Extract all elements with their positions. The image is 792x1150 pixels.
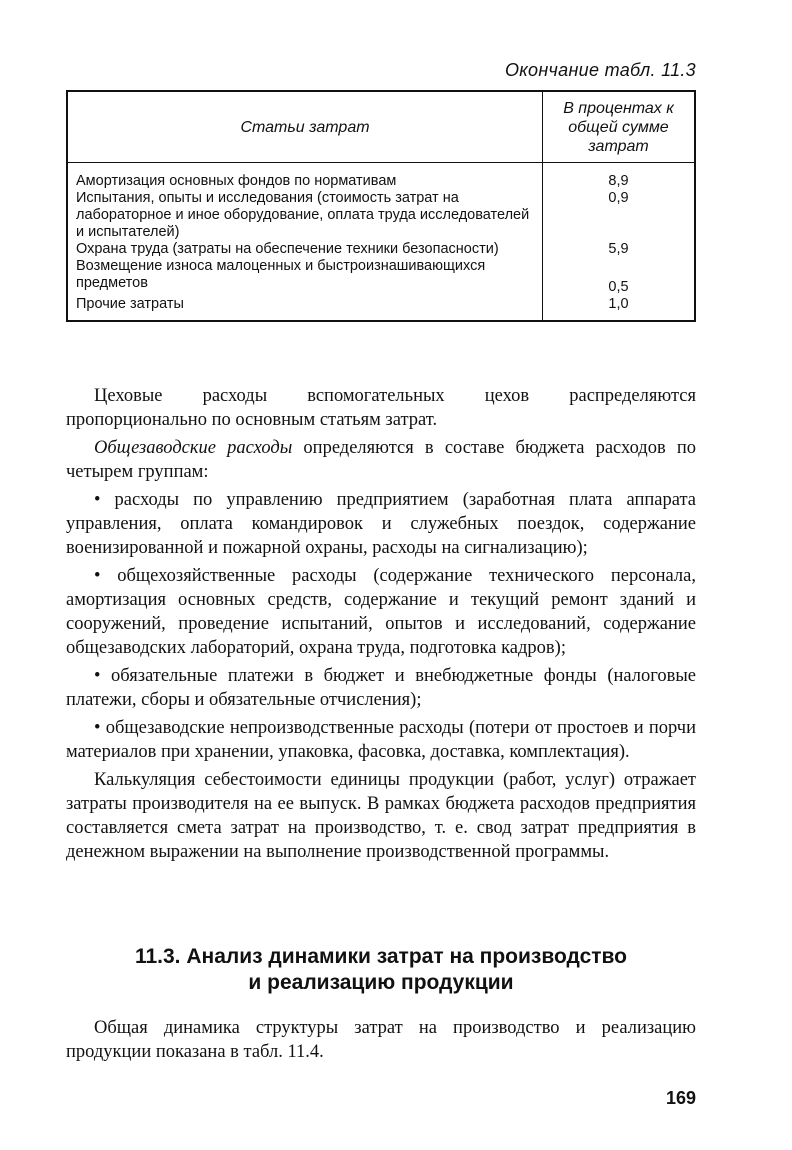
percent-cell: 0,5	[608, 279, 629, 295]
cost-item-cell: Испытания, опыты и исследования (стоимость затрат на лабораторное и иное оборудование, оплата труда исследователей и испытателей)	[67, 190, 543, 241]
bullet-management-costs: • расходы по управлению предприятием (заработная плата аппарата управления, оплата командировок и служебных поездок, содержание военизированной и пожарной охраны, расходы на сигнализацию);	[66, 490, 696, 558]
cost-item-cell: Амортизация основных фондов по нормативам	[67, 163, 543, 191]
bullet-general-business-costs: • общехозяйственные расходы (содержание технического персонала, амортизация основных средств, содержание и текущий ремонт зданий и сооружений, проведение испытаний, опытов и исследований, содержание общезаводских лабораторий, охрана труда, подготовка кадров);	[66, 566, 696, 658]
bullet-mandatory-payments: • обязательные платежи в бюджет и внебюджетные фонды (налоговые платежи, сборы и обязательные отчисления);	[66, 666, 696, 710]
body-text	[66, 384, 696, 868]
cost-item-cell: Возмещение износа малоценных и быстроизнашивающихся предметов	[67, 258, 543, 296]
table-row	[67, 163, 695, 191]
cost-item-cell: Прочие затраты	[67, 296, 543, 321]
percent-cell: 8,9	[608, 173, 629, 189]
table-row	[67, 190, 695, 241]
table-row	[67, 241, 695, 258]
term-general-plant-costs: Общезаводские расходы	[94, 438, 293, 458]
section-heading-line-1: 11.3. Анализ динамики затрат на производство	[134, 945, 628, 968]
cost-item-cell: Охрана труда (затраты на обеспечение техники безопасности)	[67, 241, 543, 258]
percent-cell: 1,0	[608, 296, 629, 312]
bullet-non-production-costs: • общезаводские непроизводственные расходы (потери от простоев и порчи материалов при хранении, упаковка, фасовка, доставка, комплектация).	[66, 718, 696, 762]
table-header-row	[67, 91, 695, 163]
closing-text	[66, 1016, 696, 1068]
table-row	[67, 296, 695, 321]
paragraph-workshop-costs: Цеховые расходы вспомогательных цехов распределяются пропорционально по основным статьям затрат.	[66, 386, 696, 430]
section-heading	[66, 944, 696, 996]
paragraph-dynamics-reference: Общая динамика структуры затрат на производство и реализацию продукции показана в табл. 11.4.	[66, 1018, 696, 1062]
table-caption: Окончание табл. 11.3	[504, 60, 696, 80]
header-cost-items: Статьи затрат	[67, 91, 543, 163]
percent-cell: 0,9	[608, 190, 629, 206]
cost-items-table	[66, 90, 696, 322]
paragraph-general-plant-costs-rest: определяются в составе бюджета расходов по четырем группам:	[66, 438, 696, 482]
paragraph-costing: Калькуляция себестоимости единицы продукции (работ, услуг) отражает затраты производителя на ее выпуск. В рамках бюджета расходов предприятия составляется смета затрат на производство, т. е. свод затрат предприятия в денежном выражении на выполнение производственной программы.	[66, 770, 696, 862]
table-row	[67, 258, 695, 296]
section-heading-line-2: и реализацию продукции	[248, 971, 514, 994]
page-number: 169	[665, 1088, 696, 1108]
header-percent-of-total: В процентах к общей сумме затрат	[543, 91, 696, 163]
percent-cell: 5,9	[608, 241, 629, 257]
paragraph-general-plant-costs	[66, 436, 696, 484]
